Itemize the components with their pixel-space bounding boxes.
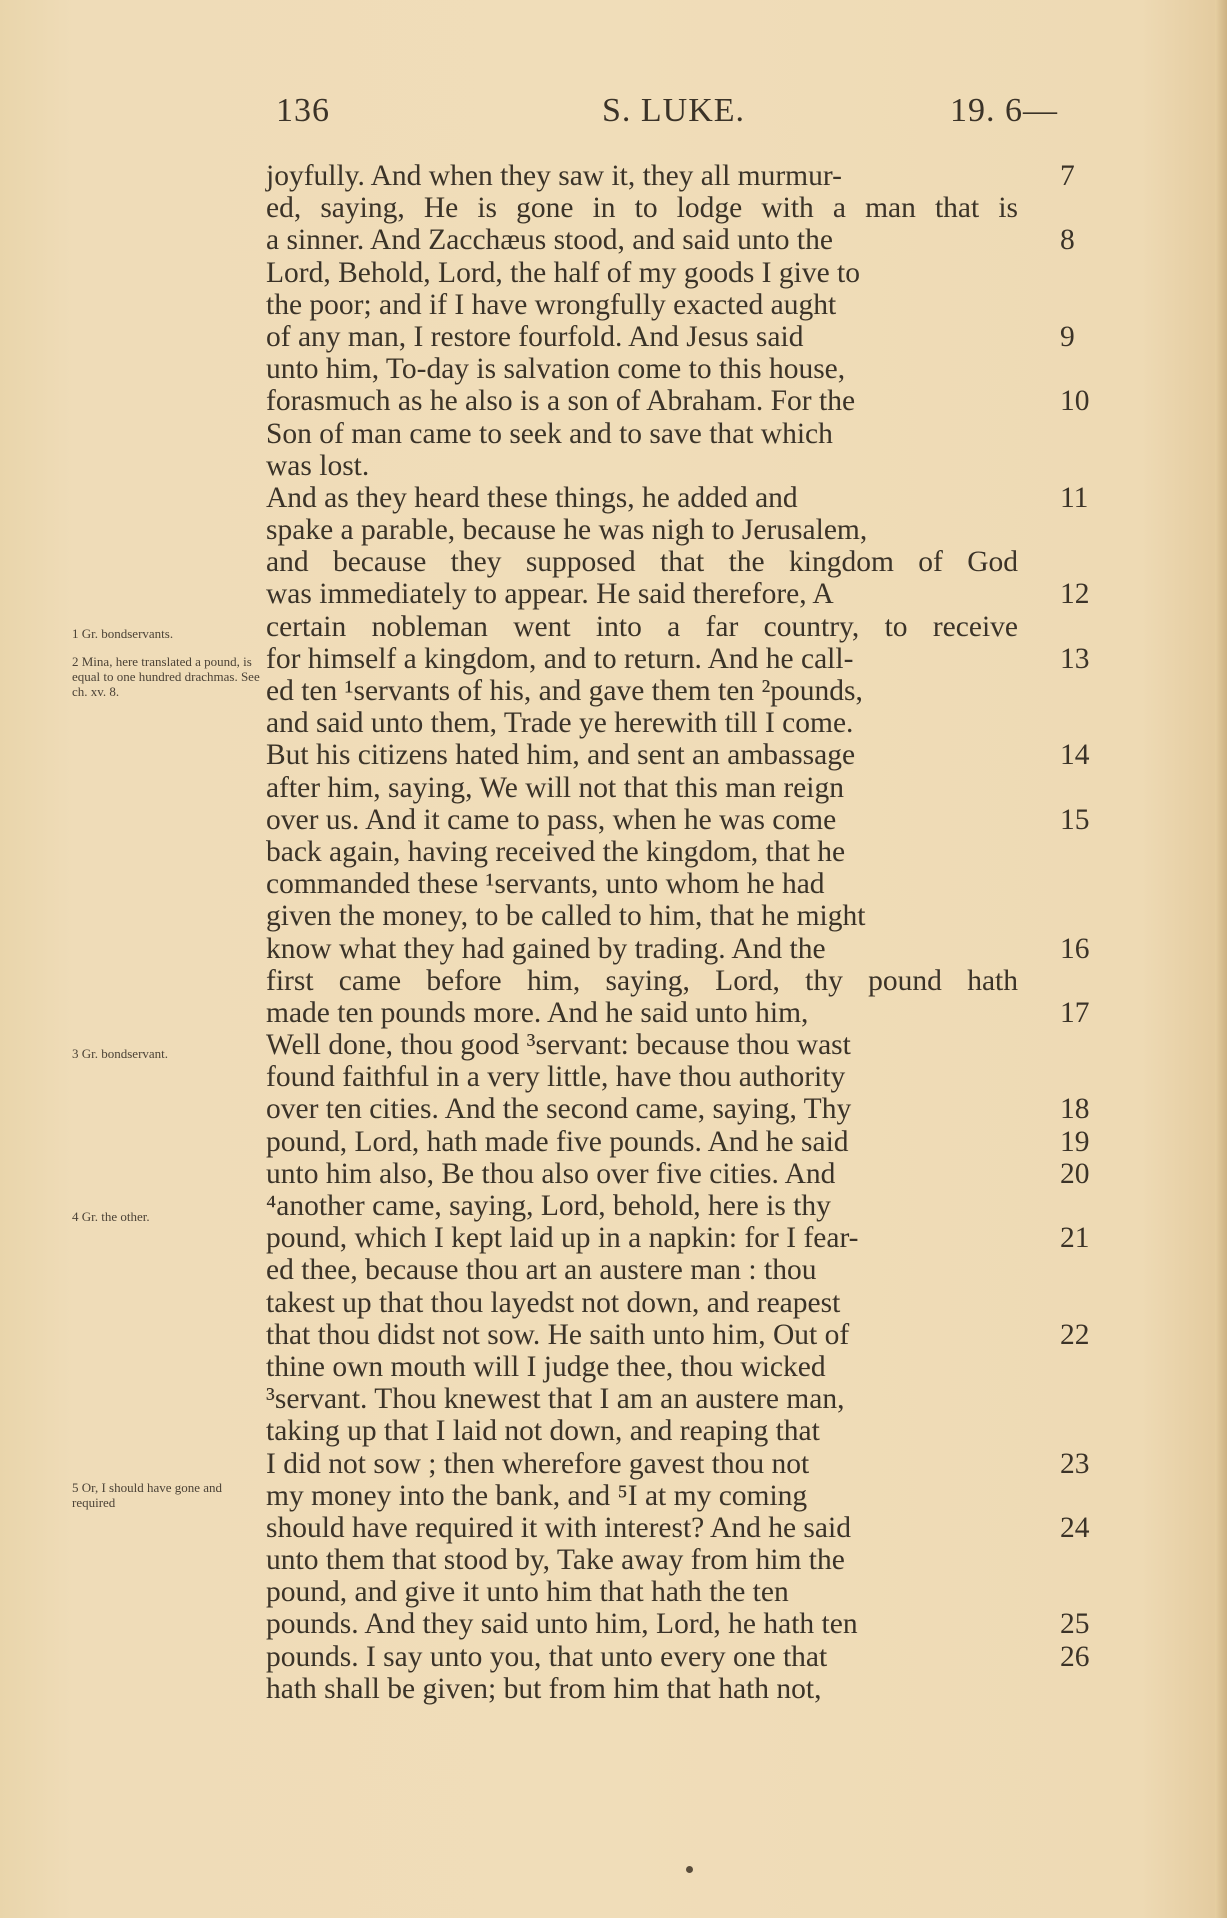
book-title: S. LUKE. [602, 92, 746, 129]
text-line [266, 192, 1048, 224]
verse-number: 11 [1060, 481, 1089, 514]
text-line [266, 1447, 1090, 1480]
line-text: first came before him, saying, Lord, thy pound hath [266, 964, 1018, 997]
line-text: the poor; and if I have wrongfully exacted aught [266, 288, 837, 321]
text-line [266, 1254, 1048, 1286]
line-text: But his citizens hated him, and sent an ambassage [266, 739, 856, 772]
line-text: and because they supposed that the kingdom of God [266, 546, 1018, 579]
line-text: know what they had gained by trading. And the [266, 932, 826, 965]
verse-number: 13 [1060, 642, 1090, 675]
page-number: 136 [276, 92, 330, 129]
text-line [266, 868, 1048, 900]
line-text: a sinner. And Zacchæus stood, and said unto the [266, 224, 833, 257]
text-line [266, 932, 1090, 965]
text-line [266, 1222, 1090, 1255]
line-text: back again, having received the kingdom, that he [266, 835, 846, 868]
text-line [266, 481, 1089, 514]
text-line [266, 418, 1048, 450]
verse-number: 17 [1060, 996, 1090, 1029]
line-text: forasmuch as he also is a son of Abraham. For the [266, 385, 856, 418]
text-line [266, 707, 1048, 739]
line-text: Son of man came to seek and to save that which [266, 417, 833, 450]
text-line [266, 675, 1048, 707]
line-text: Lord, Behold, Lord, the half of my goods I give to [266, 256, 860, 289]
text-line [266, 224, 1075, 257]
text-line [266, 803, 1090, 836]
verse-number: 21 [1060, 1222, 1090, 1255]
text-line [266, 160, 1075, 192]
line-text: pound, and give it unto him that hath the ten [266, 1576, 789, 1609]
line-text: ed thee, because thou art an austere man : thou [266, 1254, 817, 1287]
text-line [266, 1608, 1090, 1641]
line-text: takest up that thou layedst not down, and reapest [266, 1286, 841, 1319]
line-text: unto them that stood by, Take away from him the [266, 1544, 845, 1577]
printer-mark [686, 1866, 693, 1873]
verse-number: 12 [1060, 578, 1090, 611]
line-text: hath shall be given; but from him that hath not, [266, 1672, 822, 1705]
verse-number: 23 [1060, 1447, 1090, 1480]
line-text: given the money, to be called to him, that he might [266, 900, 866, 933]
line-text: ⁴another came, saying, Lord, behold, here is thy [266, 1190, 831, 1222]
text-line [266, 353, 1048, 385]
text-line [266, 836, 1048, 868]
verse-number: 10 [1060, 385, 1090, 418]
line-text: found faithful in a very little, have thou authority [266, 1061, 846, 1094]
page-edge [1215, 0, 1227, 1918]
text-line [266, 611, 1048, 643]
margin-note-3: 3 Gr. bondservant. [72, 1046, 169, 1061]
margin-note-1: 1 Gr. bondservants. [72, 626, 174, 641]
text-line [266, 1157, 1090, 1190]
line-text: for himself a kingdom, and to return. And he call- [266, 642, 854, 675]
line-text: unto him, To-day is salvation come to this house, [266, 353, 846, 386]
line-text: And as they heard these things, he added and [266, 481, 798, 514]
text-line [266, 772, 1048, 804]
line-text: and said unto them, Trade ye herewith till I come. [266, 707, 854, 740]
line-text: over ten cities. And the second came, saying, Thy [266, 1093, 852, 1126]
text-line [266, 1576, 1048, 1608]
verse-number: 24 [1060, 1511, 1090, 1544]
line-text: thine own mouth will I judge thee, thou wicked [266, 1350, 826, 1383]
line-text: joyfully. And when they saw it, they all murmur- [266, 160, 842, 192]
line-text: spake a parable, because he was nigh to Jerusalem, [266, 514, 868, 547]
line-text: pounds. And they said unto him, Lord, he hath ten [266, 1608, 858, 1641]
text-line [266, 1318, 1090, 1351]
line-text: ³servant. Thou knewest that I am an austere man, [266, 1383, 845, 1416]
line-text: that thou didst not sow. He saith unto him, Out of [266, 1318, 850, 1351]
verse-number: 16 [1060, 932, 1090, 965]
line-text: was immediately to appear. He said therefore, A [266, 578, 834, 611]
line-text: made ten pounds more. And he said unto him, [266, 996, 809, 1029]
text-line [266, 1351, 1048, 1383]
text-line [266, 1544, 1048, 1576]
text-line [266, 965, 1048, 997]
line-text: was lost. [266, 449, 370, 482]
text-line [266, 578, 1090, 611]
text-line [266, 1383, 1048, 1415]
verse-number: 26 [1060, 1640, 1090, 1673]
text-line [266, 1093, 1090, 1126]
text-line [266, 1061, 1048, 1093]
margin-note-2: 2 Mina, here translated a pound, is equal to one hundred drachmas. See ch. xv. 8. [72, 654, 260, 699]
chapter-reference: 19. 6— [950, 92, 1058, 129]
line-text: should have required it with interest? And he said [266, 1511, 851, 1544]
verse-number: 14 [1060, 739, 1090, 772]
verse-number: 15 [1060, 803, 1090, 836]
text-line [266, 450, 1048, 482]
text-line [266, 546, 1048, 578]
text-line [266, 642, 1090, 675]
verse-number: 7 [1060, 160, 1075, 192]
text-line [266, 1511, 1090, 1544]
text-line [266, 1125, 1090, 1158]
verse-number: 9 [1060, 320, 1075, 353]
line-text: taking up that I laid not down, and reaping that [266, 1415, 820, 1448]
text-line [266, 385, 1090, 418]
line-text: my money into the bank, and ⁵I at my coming [266, 1479, 808, 1512]
verse-number: 22 [1060, 1318, 1090, 1351]
verse-number: 20 [1060, 1157, 1090, 1190]
line-text: ed ten ¹servants of his, and gave them ten ²pounds, [266, 675, 863, 707]
text-line [266, 1287, 1048, 1319]
margin-note-5: 5 Or, I should have gone and required [72, 1480, 223, 1510]
text-line [266, 257, 1048, 289]
verse-number: 19 [1060, 1125, 1090, 1158]
verse-number: 8 [1060, 224, 1075, 257]
scripture-text [266, 160, 1090, 1705]
text-line [266, 1029, 1048, 1061]
margin-note-4: 4 Gr. the other. [72, 1209, 150, 1224]
line-text: unto him also, Be thou also over five cities. And [266, 1157, 836, 1190]
text-line [266, 289, 1048, 321]
line-text: I did not sow ; then wherefore gavest thou not [266, 1447, 810, 1480]
text-line [266, 1480, 1048, 1512]
line-text: ed, saying, He is gone in to lodge with a man that is [266, 192, 1018, 225]
text-line [266, 320, 1075, 353]
text-line [266, 1673, 1048, 1705]
line-text: of any man, I restore fourfold. And Jesus said [266, 320, 804, 353]
text-line [266, 1190, 1048, 1222]
line-text: certain nobleman went into a far country, to receive [266, 610, 1018, 643]
text-line [266, 996, 1090, 1029]
verse-number: 18 [1060, 1093, 1090, 1126]
text-line [266, 1640, 1090, 1673]
running-header [276, 92, 1058, 132]
line-text: over us. And it came to pass, when he was come [266, 803, 837, 836]
text-line [266, 1415, 1048, 1447]
line-text: pounds. I say unto you, that unto every one that [266, 1640, 828, 1673]
text-line [266, 514, 1048, 546]
line-text: pound, which I kept laid up in a napkin: for I fear- [266, 1222, 859, 1255]
verse-number: 25 [1060, 1608, 1090, 1641]
line-text: after him, saying, We will not that this man reign [266, 771, 844, 804]
line-text: pound, Lord, hath made five pounds. And he said [266, 1125, 849, 1158]
text-line [266, 900, 1048, 932]
line-text: commanded these ¹servants, unto whom he had [266, 868, 825, 901]
line-text: Well done, thou good ³servant: because thou wast [266, 1029, 851, 1062]
text-line [266, 739, 1090, 772]
